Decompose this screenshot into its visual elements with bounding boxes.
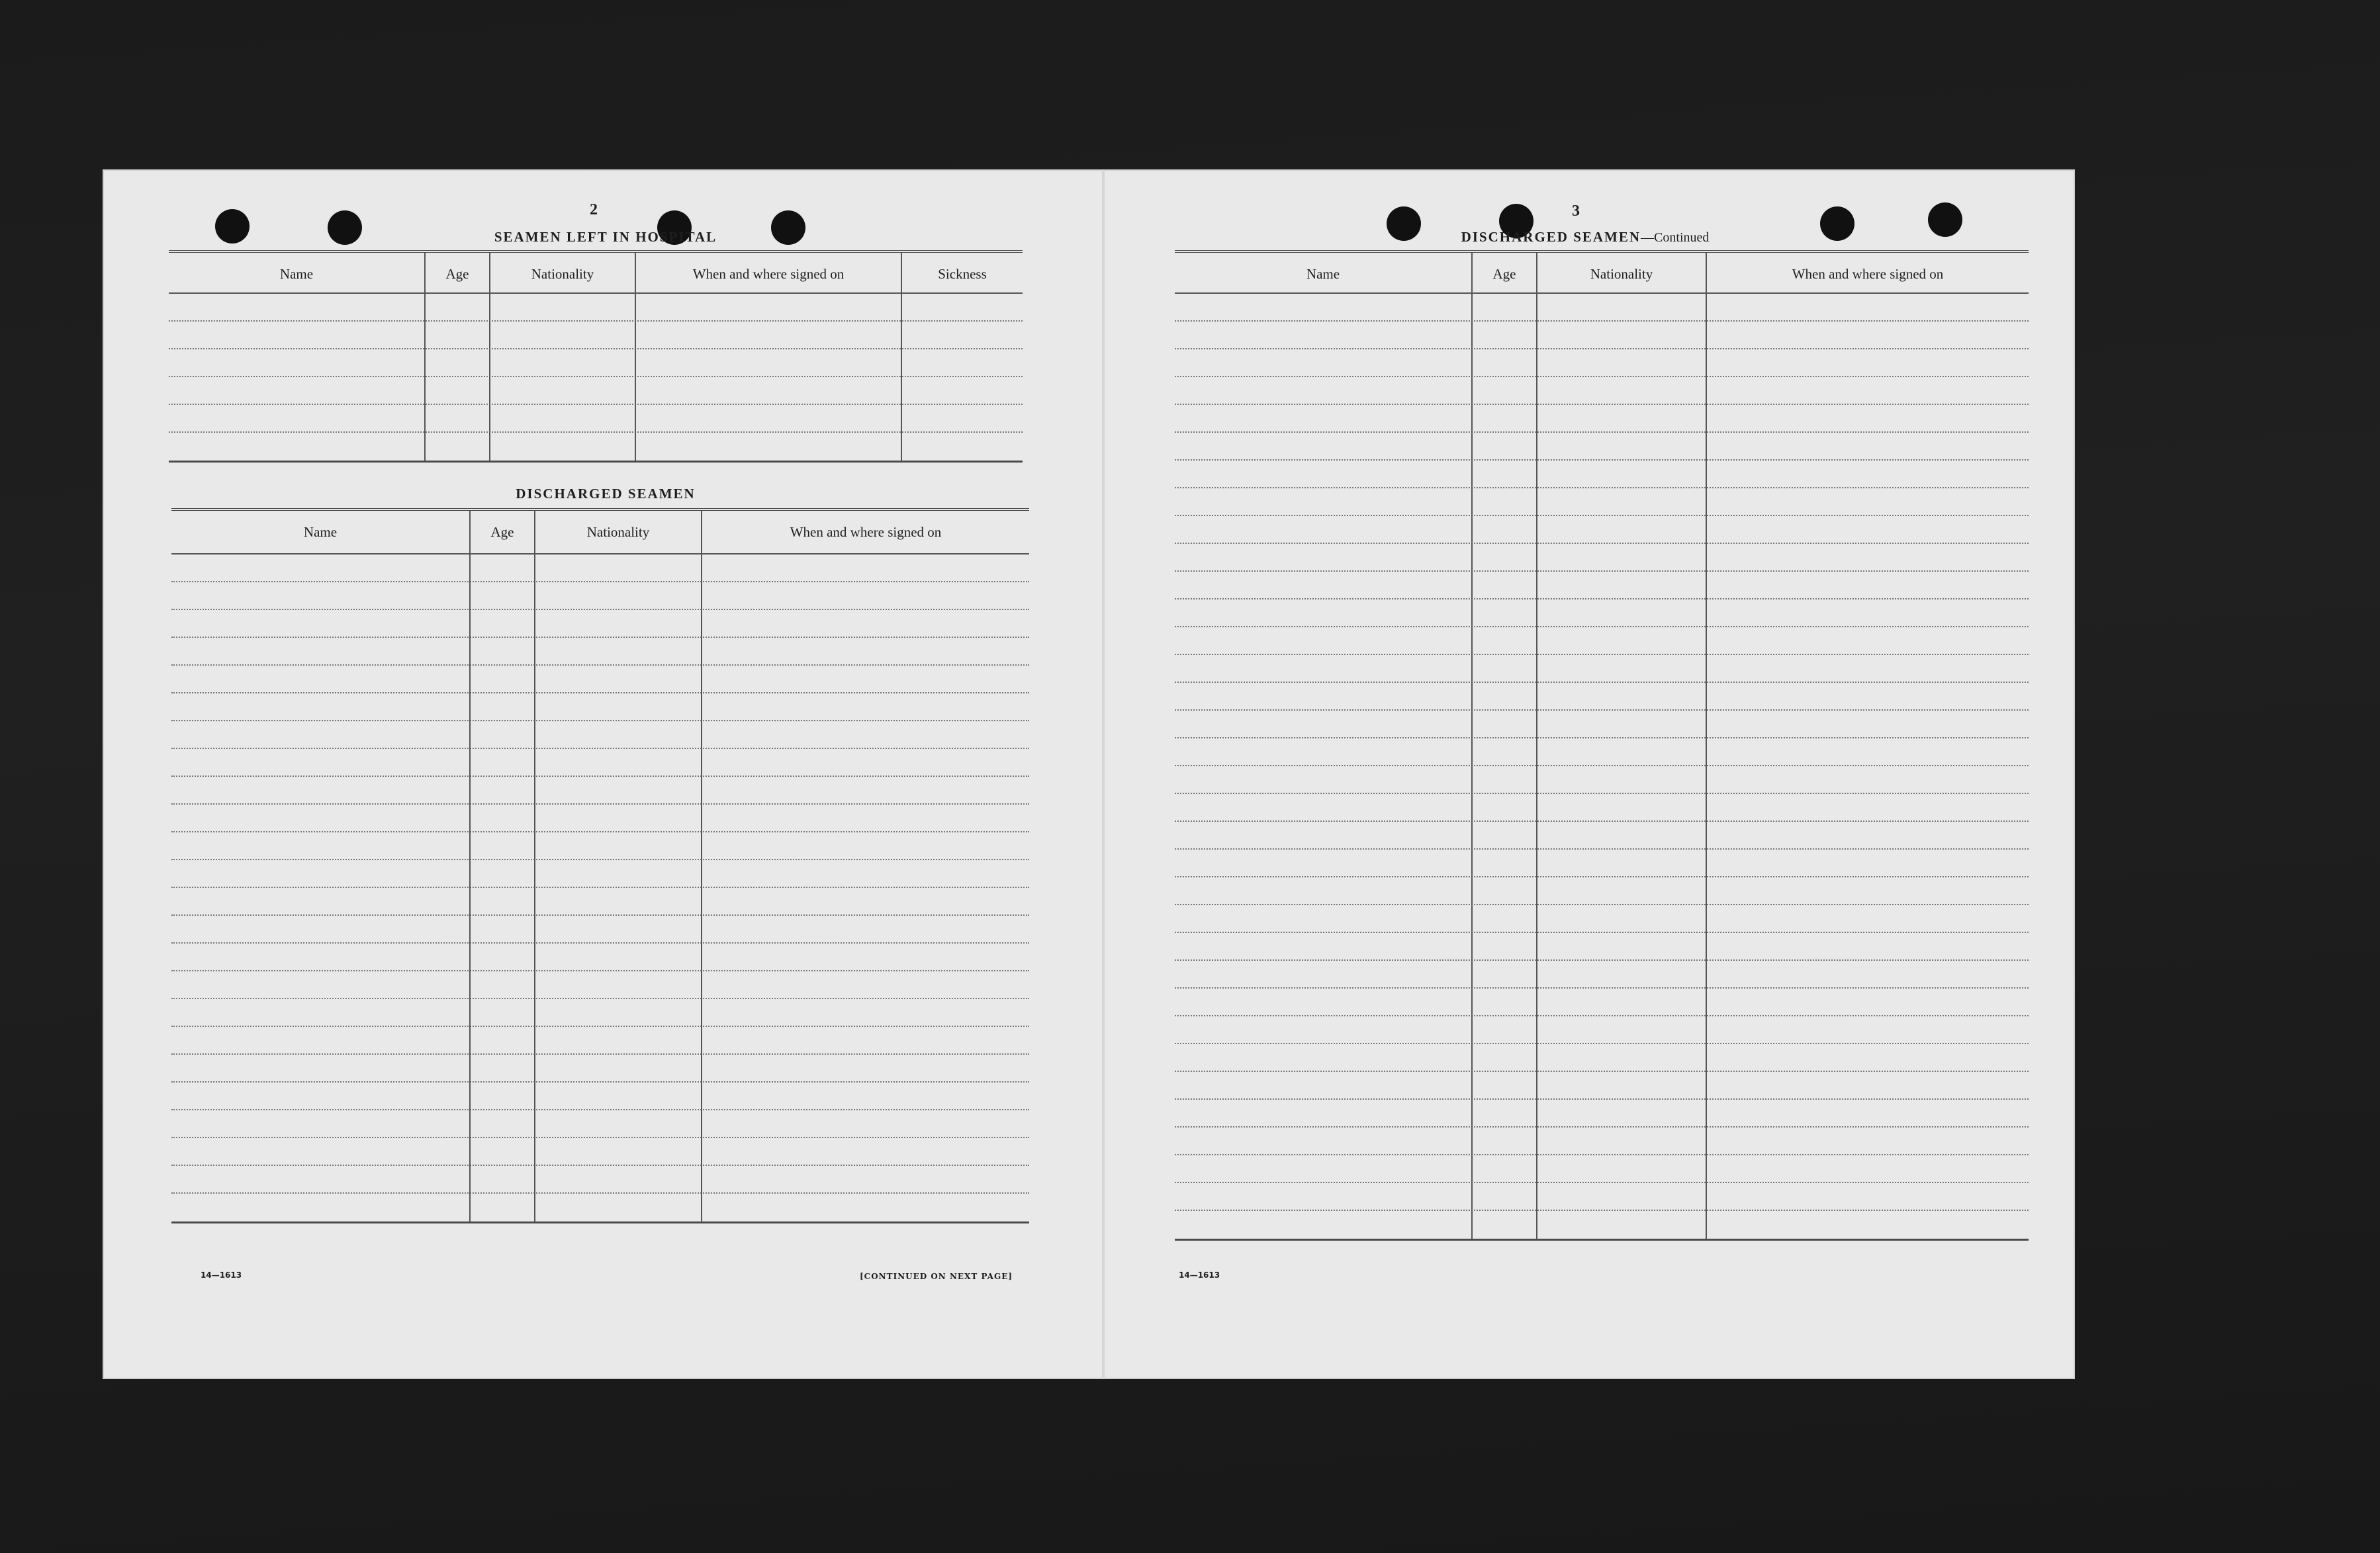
column-header-age: Age [471,511,535,553]
table-row [1175,294,2029,322]
table-row [1175,1211,2029,1239]
table-row [171,805,1029,832]
table-row [1175,850,2029,877]
discharged-table-body [171,555,1029,1221]
table-row [1175,1100,2029,1128]
table-row [1175,961,2029,989]
column-header-signed-on: When and where signed on [790,524,942,540]
table-row [171,971,1029,999]
table-row [171,749,1029,777]
discharged-continued-table-header [1175,253,2029,294]
table-row [171,1083,1029,1110]
table-row [171,582,1029,610]
table-row [171,860,1029,888]
table-row [1175,1128,2029,1155]
table-row [171,638,1029,666]
table-row [1175,433,2029,461]
table-row [1175,877,2029,905]
table-row [171,888,1029,916]
column-header-age: Age [1473,253,1537,292]
table-row [171,1138,1029,1166]
page-number: 2 [590,201,598,218]
punch-hole [328,210,362,245]
table-row [171,610,1029,638]
table-row [169,377,1023,405]
table-row [1175,516,2029,544]
continued-note: [CONTINUED ON NEXT PAGE] [860,1272,1013,1281]
column-header-age: Age [426,253,490,292]
column-header-name: Name [171,511,471,553]
column-header-nationality: Nationality [490,253,636,292]
punch-hole [1387,206,1421,241]
table-row [171,693,1029,721]
hospital-table [169,250,1023,463]
table-row [169,349,1023,377]
table-row [171,1027,1029,1055]
table-row [1175,322,2029,349]
table-row [1175,711,2029,738]
table-row [171,1055,1029,1083]
form-number: 14—1613 [201,1270,242,1280]
right-page [1095,169,2075,1379]
table-row [1175,1016,2029,1044]
table-row [1175,794,2029,822]
table-row [1175,488,2029,516]
table-row [1175,655,2029,683]
column-header-signed-on: When and where signed on [636,253,902,292]
discharged-continued-table [1175,250,2029,1241]
table-row [1175,599,2029,627]
table-row [171,999,1029,1027]
table-row [171,1194,1029,1221]
table-row [169,322,1023,349]
table-row [1175,989,2029,1016]
continued-suffix: —Continued [1641,230,1710,245]
punch-hole [1928,202,1962,237]
table-row [1175,683,2029,711]
table-row [171,832,1029,860]
discharged-continued-title [1440,229,1731,245]
table-row [169,433,1023,461]
table-row [171,1166,1029,1194]
table-row [169,405,1023,433]
table-row [171,721,1029,749]
table-row [1175,461,2029,488]
table-row [171,916,1029,944]
table-row [1175,377,2029,405]
column-header-sickness: Sickness [938,266,987,282]
column-header-name: Name [1175,253,1473,292]
table-row [1175,572,2029,599]
table-row [1175,1072,2029,1100]
punch-hole [215,209,250,244]
table-row [171,777,1029,805]
column-header-signed-on: When and where signed on [1792,266,1944,282]
punch-hole [1820,206,1854,241]
table-row [1175,766,2029,794]
table-row [1175,822,2029,850]
form-sheet [103,169,2075,1379]
page-number: 3 [1572,202,1580,220]
hospital-section-title: SEAMEN LEFT IN HOSPITAL [494,229,717,245]
table-row [1175,905,2029,933]
discharged-continued-title-main: DISCHARGED SEAMEN [1461,229,1641,245]
table-row [1175,544,2029,572]
table-row [1175,1044,2029,1072]
left-page [103,169,1095,1379]
page-fold [1102,169,1105,1379]
hospital-table-header [169,253,1023,294]
table-row [1175,627,2029,655]
table-row [171,666,1029,693]
discharged-table [171,508,1029,1223]
hospital-table-body [169,294,1023,461]
column-header-name: Name [169,253,426,292]
discharged-continued-table-body [1175,294,2029,1239]
table-row [1175,933,2029,961]
table-row [1175,738,2029,766]
table-row [171,1110,1029,1138]
column-header-nationality: Nationality [1537,253,1707,292]
table-row [1175,1183,2029,1211]
column-header-nationality: Nationality [535,511,702,553]
form-number: 14—1613 [1179,1270,1220,1280]
table-row [1175,405,2029,433]
discharged-section-title: DISCHARGED SEAMEN [516,486,696,502]
table-row [169,294,1023,322]
table-row [171,944,1029,971]
table-row [1175,349,2029,377]
table-row [171,555,1029,582]
table-row [1175,1155,2029,1183]
discharged-table-header [171,511,1029,555]
punch-hole [771,210,805,245]
